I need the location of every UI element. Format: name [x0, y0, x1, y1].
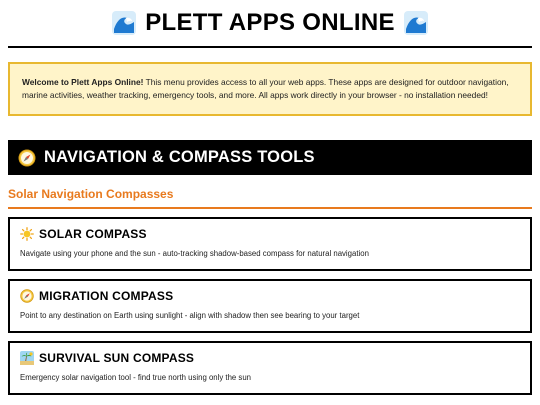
- app-card-survival-sun-compass[interactable]: [8, 341, 532, 395]
- welcome-notice: [8, 62, 532, 116]
- sun-icon: [20, 227, 34, 241]
- desert-island-icon: [20, 351, 34, 365]
- subsection-title: Solar Navigation Compasses: [8, 187, 532, 209]
- section-banner: [8, 140, 532, 175]
- card-description: Navigate using your phone and the sun - auto-tracking shadow-based compass for natural navigation: [20, 249, 369, 259]
- card-description: Point to any destination on Earth using sunlight - align with shadow then see bearing to your target: [20, 311, 360, 321]
- card-header: [20, 351, 520, 365]
- compass-icon: [18, 149, 36, 167]
- section-title: NAVIGATION & COMPASS TOOLS: [44, 148, 315, 167]
- wave-icon: [403, 10, 429, 36]
- welcome-lead: Welcome to Plett Apps Online!: [22, 77, 144, 87]
- card-header: [20, 227, 520, 241]
- app-card-solar-compass[interactable]: [8, 217, 532, 271]
- card-title: SOLAR COMPASS: [39, 227, 147, 242]
- card-description: Emergency solar navigation tool - find true north using only the sun: [20, 373, 252, 383]
- site-title: PLETT APPS ONLINE: [145, 9, 395, 36]
- welcome-text: This menu provides access to all your web apps. These apps are designed for outdoor navigation, marine activities, weather tracking, emergency tools, and more. All apps work directly in your browser - no installation needed!: [22, 77, 509, 101]
- app-card-list: [8, 217, 532, 395]
- wave-icon: [111, 10, 137, 36]
- app-card-migration-compass[interactable]: [8, 279, 532, 333]
- card-header: [20, 289, 520, 303]
- compass-icon: [20, 289, 34, 303]
- card-title: SURVIVAL SUN COMPASS: [39, 351, 195, 366]
- site-header: [8, 0, 532, 48]
- card-title: MIGRATION COMPASS: [39, 289, 174, 304]
